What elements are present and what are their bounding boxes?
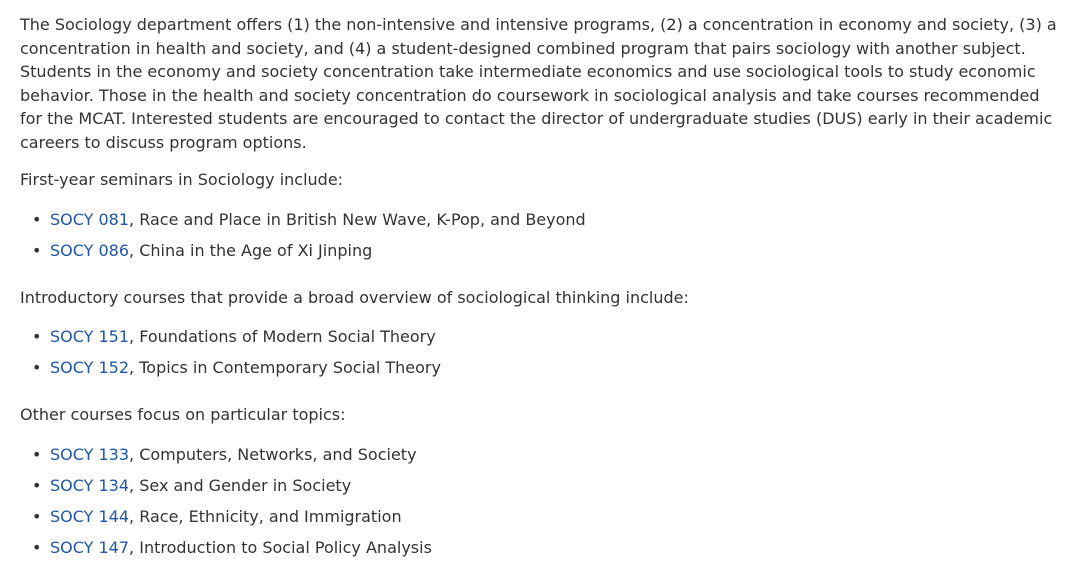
list-item (20, 325, 1060, 356)
list-item (20, 505, 1060, 536)
list-item (20, 536, 1060, 567)
intro-paragraph: The Sociology department offers (1) the non-intensive and intensive programs, (2) a concentration in economy and society, (3) a concentration in health and society, and (4) a student-designed combined program that pairs sociology with another subject. Students in the economy and society concentration take intermediate economics and use sociological tools to study economic behavior. Those in the health and society concentration do coursework in sociological analysis and take courses recommended for the MCAT. Interested students are encouraged to contact the director of undergraduate studies (DUS) early in their academic careers to discuss program options. (20, 15, 1057, 152)
first-year-seminars-list (20, 208, 1060, 270)
course-title: , Foundations of Modern Social Theory (129, 327, 436, 346)
course-link-socy-151[interactable]: SOCY 151 (50, 327, 130, 346)
first-year-seminars-lead: First-year seminars in Sociology include: (20, 170, 344, 189)
course-title: , Race, Ethnicity, and Immigration (129, 506, 402, 526)
course-title: , China in the Age of Xi Jinping (129, 240, 373, 260)
course-link-socy-133[interactable]: SOCY 133 (50, 444, 130, 464)
course-title: , Race and Place in British New Wave, K-Pop, and Beyond (129, 209, 586, 229)
list-item (20, 239, 1060, 270)
course-link-socy-152[interactable]: SOCY 152 (50, 358, 130, 377)
course-link-socy-144[interactable]: SOCY 144 (50, 506, 130, 526)
introductory-courses-list (20, 325, 1060, 387)
course-link-socy-147[interactable]: SOCY 147 (50, 537, 130, 557)
list-item (20, 474, 1060, 505)
list-item (20, 443, 1060, 474)
topic-courses-lead: Other courses focus on particular topics: (20, 405, 346, 424)
introductory-courses-lead: Introductory courses that provide a broad overview of sociological thinking include: (20, 287, 689, 307)
course-title: , Topics in Contemporary Social Theory (129, 358, 441, 377)
course-title: , Sex and Gender in Society (129, 475, 352, 495)
course-title: , Introduction to Social Policy Analysis (129, 537, 432, 557)
list-item (20, 208, 1060, 239)
course-link-socy-134[interactable]: SOCY 134 (50, 475, 130, 495)
course-link-socy-081[interactable]: SOCY 081 (50, 209, 130, 229)
list-item (20, 356, 1060, 387)
topic-courses-list (20, 443, 1060, 567)
course-link-socy-086[interactable]: SOCY 086 (50, 240, 130, 260)
course-title: , Computers, Networks, and Society (129, 444, 417, 464)
